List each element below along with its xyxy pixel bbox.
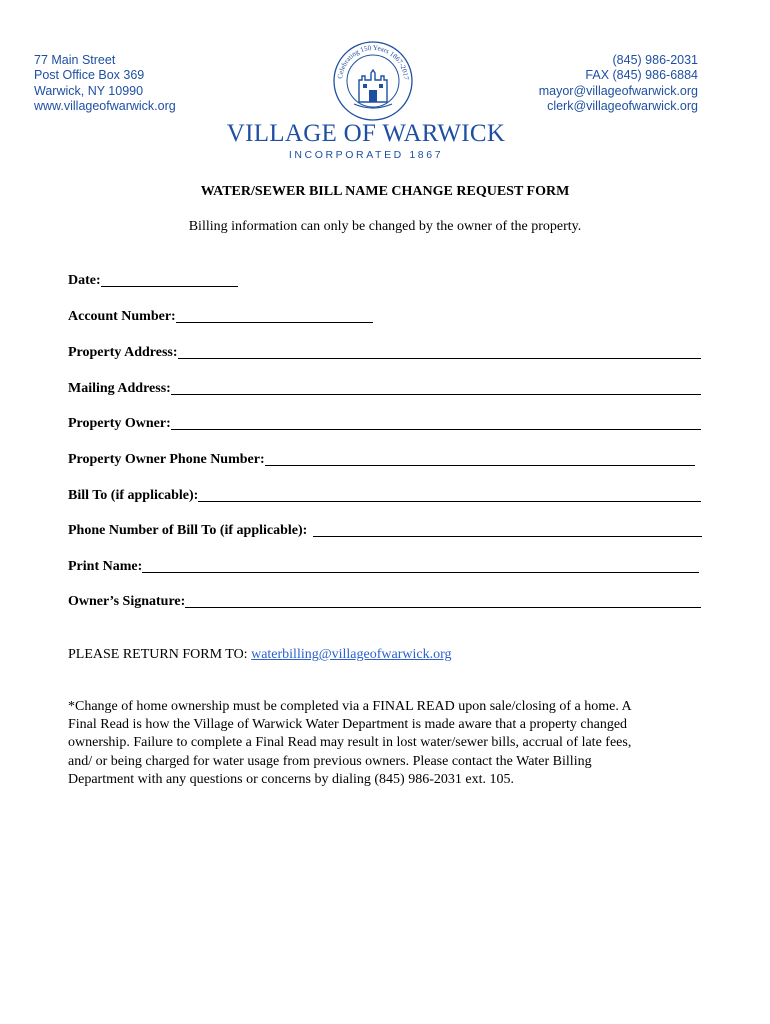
property-address-field[interactable] — [68, 342, 701, 361]
address-city: Warwick, NY 10990 — [34, 83, 144, 98]
mayor-email-link[interactable]: mayor@villageofwarwick.org — [538, 83, 698, 98]
account-number-field[interactable] — [68, 306, 373, 325]
notice-line: *Change of home ownership must be completed via a FINAL READ upon sale/closing of a home. A — [68, 699, 632, 714]
bill-to-field[interactable] — [68, 485, 701, 504]
owner-signature-line[interactable] — [185, 607, 701, 608]
address-po-box: Post Office Box 369 — [34, 68, 145, 83]
mailing-address-label: Mailing Address: — [68, 381, 171, 396]
mailing-address-field[interactable] — [68, 378, 701, 397]
print-name-line[interactable] — [142, 572, 699, 573]
date-line[interactable] — [101, 286, 238, 287]
seal-text: Celebrating 150 Years 1867-2017 — [336, 43, 411, 81]
bill-to-phone-field[interactable] — [68, 520, 702, 539]
print-name-field[interactable] — [68, 556, 699, 575]
return-label: PLEASE RETURN FORM TO: — [68, 647, 248, 662]
address-block — [34, 53, 176, 115]
notice-line: Department with any questions or concerns by dialing (845) 986-2031 ext. 105. — [68, 771, 514, 787]
notice-line: ownership. Failure to complete a Final Read may result in lost water/sewer bills, accrual of late fees, — [68, 735, 632, 751]
bill-to-label: Bill To (if applicable): — [68, 488, 199, 503]
return-instructions — [68, 647, 452, 663]
website-link[interactable]: www.villageofwarwick.org — [34, 99, 176, 114]
clerk-email-link[interactable]: clerk@villageofwarwick.org — [547, 99, 698, 114]
owner-phone-line[interactable] — [265, 465, 695, 466]
owner-signature-field[interactable] — [68, 591, 701, 610]
property-address-line[interactable] — [178, 358, 701, 359]
print-name-label: Print Name: — [68, 559, 143, 574]
incorporated-year: INCORPORATED 1867 — [288, 149, 444, 161]
village-seal-icon — [332, 40, 414, 122]
contact-block — [539, 53, 698, 115]
property-address-label: Property Address: — [68, 345, 178, 360]
notice-line: and/ or being charged for water usage from previous owners. Please contact the Water Billing — [68, 753, 592, 769]
village-name: VILLAGE OF WARWICK — [226, 120, 506, 147]
property-owner-field[interactable] — [68, 413, 701, 432]
date-label: Date: — [68, 273, 101, 288]
account-number-line[interactable] — [176, 322, 373, 323]
date-field[interactable] — [68, 270, 238, 289]
notice-line: Final Read is how the Village of Warwick Water Department is made aware that a property changed — [68, 717, 628, 733]
bill-to-line[interactable] — [198, 501, 701, 502]
waterbilling-email-link[interactable]: waterbilling@villageofwarwick.org — [251, 647, 452, 662]
form-subtitle: Billing information can only be changed by the owner of the property. — [188, 219, 582, 234]
owner-phone-field[interactable] — [68, 449, 695, 468]
fax-number: FAX (845) 986-6884 — [585, 68, 698, 83]
mailing-address-line[interactable] — [171, 394, 701, 395]
address-street: 77 Main Street — [34, 53, 116, 67]
form-title: WATER/SEWER BILL NAME CHANGE REQUEST FORM — [200, 184, 570, 199]
owner-signature-label: Owner’s Signature: — [68, 594, 186, 609]
property-owner-label: Property Owner: — [68, 416, 171, 431]
account-number-label: Account Number: — [68, 309, 176, 324]
ownership-notice — [68, 698, 708, 789]
bill-to-phone-label: Phone Number of Bill To (if applicable): — [68, 523, 308, 538]
property-owner-line[interactable] — [171, 429, 701, 430]
phone-number: (845) 986-2031 — [612, 53, 698, 67]
owner-phone-label: Property Owner Phone Number: — [68, 452, 265, 467]
bill-to-phone-line[interactable] — [313, 536, 702, 537]
